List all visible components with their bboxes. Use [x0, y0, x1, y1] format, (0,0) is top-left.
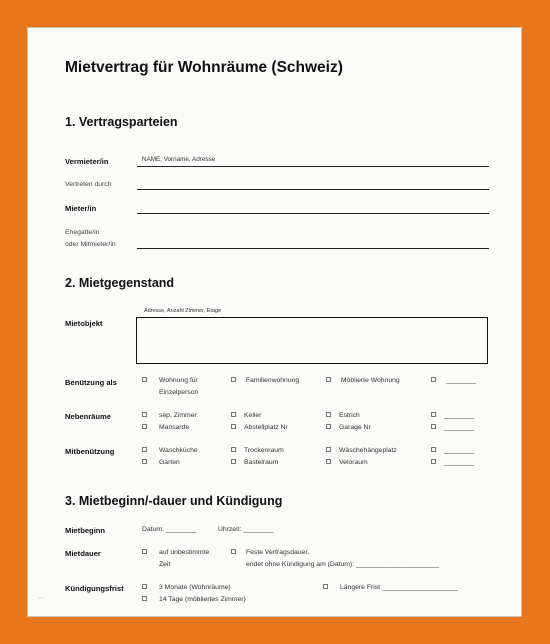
nebenraeume-item-2[interactable]	[231, 410, 261, 422]
mietdauer-opt1[interactable]	[142, 547, 147, 559]
vertreten-label: Vertreten durch	[65, 181, 112, 188]
mietbeginn-label: Mietbeginn	[65, 526, 106, 535]
benuetzung-opt2-text: Familienwohnung	[245, 377, 300, 384]
mietobjekt-box[interactable]	[136, 317, 488, 364]
checkbox-icon[interactable]	[431, 377, 436, 382]
item-label: Garten	[159, 459, 180, 466]
mietdauer-opt2-text	[246, 547, 439, 571]
mitbenuetzung-item-5[interactable]	[231, 457, 278, 469]
checkbox-icon[interactable]	[326, 412, 331, 417]
item-label: Keller	[244, 412, 262, 419]
item-label: Abstellplatz Nr	[244, 424, 288, 431]
item-label: Wäschehängeplatz	[339, 447, 397, 454]
mitbenuetzung-item-1[interactable]	[142, 445, 198, 457]
mietdauer-opt1-line2: Zeit	[159, 561, 171, 568]
checkbox-icon[interactable]	[142, 412, 147, 417]
item-label: Mansarde	[159, 424, 190, 431]
mietbeginn-datum[interactable]: Datum: ________	[142, 526, 197, 533]
mietdauer-label: Mietdauer	[65, 549, 101, 558]
benuetzung-label: Benützung als	[65, 378, 117, 387]
mieter-label: Mieter/in	[65, 204, 97, 213]
item-label: Bastelraum	[244, 459, 279, 466]
item-label: 14 Tage (möbliertes Zimmer)	[159, 596, 246, 603]
section-heading-parties: 1. Vertragsparteien	[65, 115, 178, 129]
vermieter-line[interactable]	[137, 166, 489, 167]
kuendigungsfrist-opt2[interactable]	[142, 594, 246, 606]
benuetzung-opt3[interactable]	[326, 375, 400, 387]
document-title: Mietvertrag für Wohnräume (Schweiz)	[65, 59, 343, 76]
nebenraeume-item-3[interactable]	[326, 410, 360, 422]
checkbox-icon[interactable]	[142, 584, 147, 589]
checkbox-icon[interactable]	[323, 584, 328, 589]
item-label: sep. Zimmer	[159, 412, 197, 419]
kuendigungsfrist-opt3[interactable]	[323, 582, 458, 594]
item-label: 3 Monate (Wohnräume)	[159, 584, 231, 591]
vermieter-hint: NAME, Vorname, Adresse	[142, 156, 216, 163]
ehegatte-line[interactable]	[137, 248, 489, 249]
mitbenuetzung-item-3[interactable]	[326, 445, 397, 457]
checkbox-icon[interactable]	[326, 459, 331, 464]
benuetzung-blank: ________	[445, 377, 477, 384]
checkbox-icon[interactable]	[231, 424, 236, 429]
checkbox-icon[interactable]	[142, 377, 147, 382]
mietbeginn-uhrzeit[interactable]: Uhrzeit: ________	[218, 526, 274, 533]
benuetzung-opt3-text: Möblierte Wohnung	[340, 377, 400, 384]
benuetzung-opt4[interactable]	[431, 375, 476, 387]
ehegatte-label	[65, 227, 116, 251]
mitbenuetzung-item-blank-2[interactable]	[431, 457, 474, 469]
nebenraeume-item-4[interactable]	[142, 422, 189, 434]
checkbox-icon[interactable]	[231, 377, 236, 382]
item-label: Veloraum	[339, 459, 368, 466]
item-label: Waschküche	[159, 447, 198, 454]
checkbox-icon[interactable]	[326, 424, 331, 429]
nebenraeume-item-1[interactable]	[142, 410, 197, 422]
benuetzung-opt1-line2: Einzelperson	[159, 389, 199, 396]
mietdauer-opt2-line1: Feste Vertragsdauer,	[246, 549, 310, 556]
item-blank: ________	[444, 447, 475, 454]
nebenraeume-item-5[interactable]	[231, 422, 288, 434]
section-heading-object: 2. Mietgegenstand	[65, 276, 175, 290]
checkbox-icon[interactable]	[142, 424, 147, 429]
item-blank: ________	[444, 412, 475, 419]
nebenraeume-item-blank-1[interactable]	[431, 410, 474, 422]
checkbox-icon[interactable]	[142, 459, 147, 464]
mitbenuetzung-item-blank-1[interactable]	[431, 445, 474, 457]
nebenraeume-label: Nebenräume	[65, 412, 112, 421]
mietdauer-opt2-line2[interactable]: endet ohne Kündigung am (Datum): ______________________	[246, 561, 440, 568]
checkbox-icon[interactable]	[431, 447, 436, 452]
kuendigungsfrist-label: Kündigungsfrist	[65, 584, 124, 593]
mietobjekt-hint: Adresse, Anzahl Zimmer, Etage	[144, 308, 222, 314]
vermieter-label: Vermieter/in	[65, 157, 109, 166]
section-heading-term: 3. Mietbeginn/-dauer und Kündigung	[65, 494, 283, 508]
checkbox-icon[interactable]	[231, 447, 236, 452]
item-label: Längere Frist ____________________	[340, 584, 458, 591]
checkbox-icon[interactable]	[142, 596, 147, 601]
checkbox-icon[interactable]	[231, 459, 236, 464]
mitbenuetzung-item-2[interactable]	[231, 445, 284, 457]
mitbenuetzung-item-6[interactable]	[326, 457, 368, 469]
checkbox-icon[interactable]	[431, 459, 436, 464]
checkbox-icon[interactable]	[142, 447, 147, 452]
checkbox-icon[interactable]	[231, 549, 236, 554]
checkbox-icon[interactable]	[431, 424, 436, 429]
checkbox-icon[interactable]	[326, 377, 331, 382]
ehegatte-label-line1: Ehegatte/in	[65, 229, 100, 236]
mietdauer-opt1-text	[159, 547, 209, 571]
item-label: Trockenraum	[244, 447, 284, 454]
mitbenuetzung-item-4[interactable]	[142, 457, 180, 469]
ehegatte-label-line2: oder Mitmieter/in	[65, 241, 116, 248]
checkbox-icon[interactable]	[231, 412, 236, 417]
item-label: Garage Nr	[339, 424, 371, 431]
benuetzung-opt1-line1: Wohnung für	[159, 377, 198, 384]
checkbox-icon[interactable]	[142, 549, 147, 554]
kuendigungsfrist-opt1[interactable]	[142, 582, 231, 594]
mietobjekt-label: Mietobjekt	[65, 319, 103, 328]
vertreten-line[interactable]	[137, 189, 489, 190]
nebenraeume-item-blank-2[interactable]	[431, 422, 474, 434]
nebenraeume-item-6[interactable]	[326, 422, 371, 434]
watermark: ▫▫▫	[38, 596, 45, 602]
document-page	[27, 27, 522, 617]
benuetzung-opt1-text	[159, 375, 198, 399]
benuetzung-opt1[interactable]	[142, 375, 147, 387]
item-label: Estrich	[339, 412, 360, 419]
checkbox-icon[interactable]	[431, 412, 436, 417]
mitbenuetzung-label: Mitbenützung	[65, 447, 115, 456]
benuetzung-opt2[interactable]	[231, 375, 299, 387]
mietdauer-opt2[interactable]	[231, 547, 236, 559]
checkbox-icon[interactable]	[326, 447, 331, 452]
mieter-line[interactable]	[137, 213, 489, 214]
item-blank: ________	[444, 424, 475, 431]
mietdauer-opt1-line1: auf unbestimmte	[159, 549, 210, 556]
item-blank: ________	[444, 459, 475, 466]
